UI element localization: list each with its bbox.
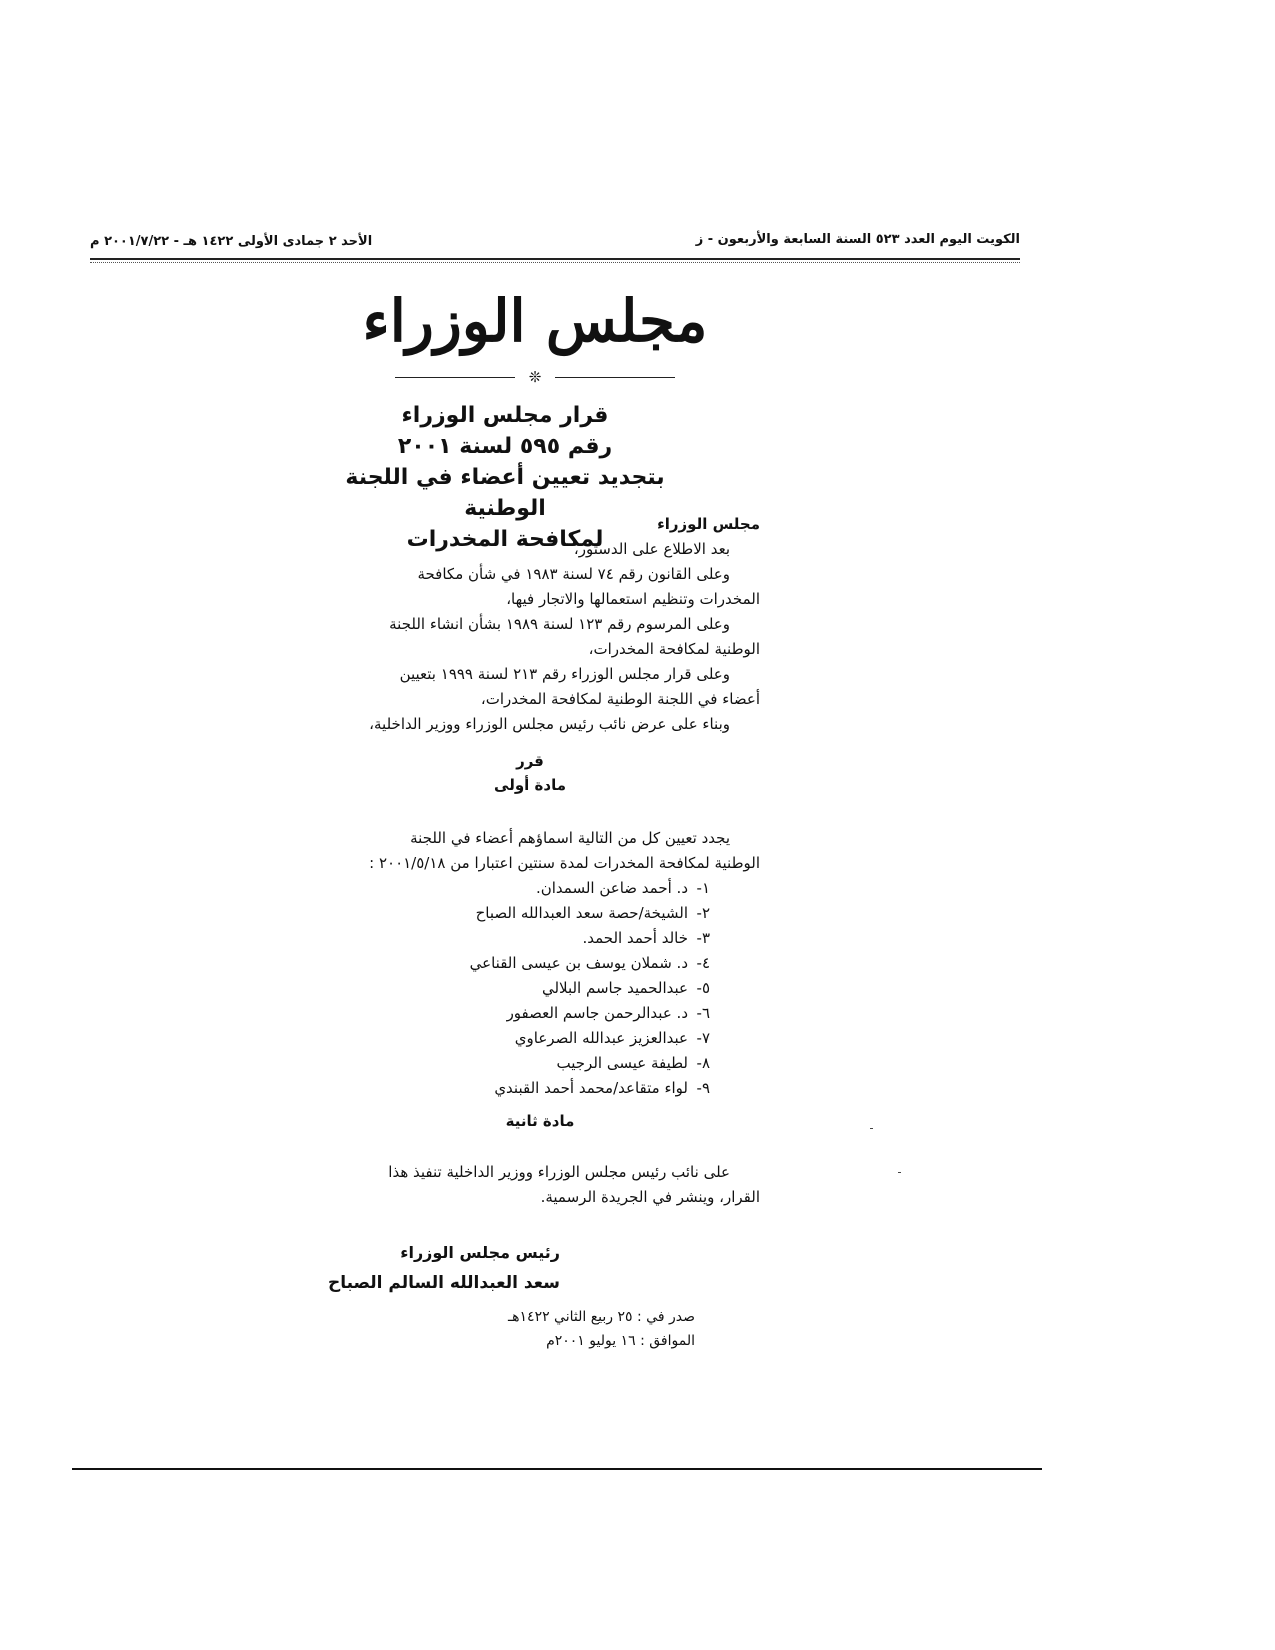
header-issue: الكويت اليوم العدد ٥٢٣ السنة السابعة والأربعون - ز (695, 232, 1020, 247)
header-rule (90, 258, 1020, 260)
footer-rule (72, 1468, 1042, 1470)
member-list-item (410, 876, 710, 901)
member-name: د. عبدالرحمن جاسم العصفور (506, 1004, 688, 1022)
preamble-para-3a: وعلى المرسوم رقم ١٢٣ لسنة ١٩٨٩ بشأن انشاء اللجنة (389, 615, 730, 633)
signature-title: رئيس مجلس الوزراء (400, 1243, 560, 1262)
member-number: ٩- (696, 1079, 710, 1097)
article-2-heading: مادة ثانية (505, 1112, 575, 1130)
decision-number: رقم ٥٩٥ لسنة ٢٠٠١ (397, 434, 613, 459)
member-list-item (410, 926, 710, 951)
ornament-line-left (395, 377, 515, 378)
ornament-star-icon: ❊ (528, 368, 542, 386)
signature-name: سعد العبدالله السالم الصباح (327, 1273, 560, 1293)
member-number: ١- (696, 879, 710, 897)
member-name: لطيفة عيسى الرجيب (556, 1054, 688, 1072)
issued-gregorian-date: الموافق : ١٦ يوليو ٢٠٠١م (546, 1333, 695, 1349)
member-name: د. شملان يوسف بن عيسى القناعي (469, 954, 688, 972)
decision-title-line-1: قرار مجلس الوزراء (401, 403, 609, 428)
member-number: ٦- (696, 1004, 710, 1022)
header-dotted-rule (90, 262, 1020, 263)
members-list (410, 876, 710, 1101)
issued-block (455, 1305, 695, 1353)
preamble-para-5: وبناء على عرض نائب رئيس مجلس الوزراء ووزير الداخلية، (369, 715, 730, 733)
member-name: لواء متقاعد/محمد أحمد القبندي (494, 1079, 688, 1097)
preamble-para-2b: المخدرات وتنظيم استعمالها والاتجار فيها، (506, 590, 760, 608)
member-list-item (410, 1051, 710, 1076)
preamble-para-4b: أعضاء في اللجنة الوطنية لمكافحة المخدرات، (480, 690, 760, 708)
resolved-word: قرر (516, 752, 544, 770)
member-number: ٧- (696, 1029, 710, 1047)
member-name: عبدالعزيز عبدالله الصرعاوي (514, 1029, 688, 1047)
section-masthead: مجلس الوزراء (362, 287, 708, 355)
preamble (320, 512, 760, 737)
decision-subject-line-2: لمكافحة المخدرات (406, 527, 604, 552)
signature-block (320, 1238, 560, 1298)
member-number: ٣- (696, 929, 710, 947)
member-list-item (410, 976, 710, 1001)
article-1-line-b: الوطنية لمكافحة المخدرات لمدة سنتين اعتبارا من ٢٠٠١/٥/١٨ : (369, 854, 760, 872)
ornament-line-right (555, 377, 675, 378)
scan-speck (898, 1172, 901, 1173)
member-list-item (410, 951, 710, 976)
preamble-para-2a: وعلى القانون رقم ٧٤ لسنة ١٩٨٣ في شأن مكافحة (417, 565, 730, 583)
masthead-ornament (395, 368, 675, 388)
preamble-para-4a: وعلى قرار مجلس الوزراء رقم ٢١٣ لسنة ١٩٩٩ بتعيين (399, 665, 730, 683)
decision-subject-line-1: بتجديد تعيين أعضاء في اللجنة الوطنية (345, 465, 665, 521)
member-list-item (410, 1001, 710, 1026)
member-number: ٤- (696, 954, 710, 972)
article-1-heading: مادة أولى (494, 776, 566, 794)
preamble-heading: مجلس الوزراء (657, 515, 760, 533)
member-name: عبدالحميد جاسم البلالي (541, 979, 688, 997)
member-list-item (410, 901, 710, 926)
member-list-item (410, 1026, 710, 1051)
member-number: ٨- (696, 1054, 710, 1072)
article-1-text (320, 826, 760, 876)
issued-hijri-date: صدر في : ٢٥ ربيع الثاني ١٤٢٢هـ (508, 1309, 695, 1325)
member-number: ٢- (696, 904, 710, 922)
article-2-line-a: على نائب رئيس مجلس الوزراء ووزير الداخلية تنفيذ هذا (388, 1163, 730, 1181)
gazette-header (90, 228, 1020, 256)
preamble-para-1: بعد الاطلاع على الدستور، (573, 540, 730, 558)
scan-speck (870, 1128, 873, 1129)
member-name: خالد أحمد الحمد. (582, 929, 688, 947)
member-list-item (410, 1076, 710, 1101)
header-date: الأحد ٢ جمادى الأولى ١٤٢٢ هـ - ٢٠٠١/٧/٢٢ م (90, 234, 373, 249)
member-name: د. أحمد ضاعن السمدان. (535, 879, 688, 897)
article-2-text (320, 1160, 760, 1210)
member-number: ٥- (696, 979, 710, 997)
article-1-line-a: يجدد تعيين كل من التالية اسماؤهم أعضاء في اللجنة (410, 829, 730, 847)
preamble-para-3b: الوطنية لمكافحة المخدرات، (588, 640, 760, 658)
article-2-line-b: القرار، وينشر في الجريدة الرسمية. (540, 1188, 760, 1206)
member-name: الشيخة/حصة سعد العبدالله الصباح (475, 904, 688, 922)
